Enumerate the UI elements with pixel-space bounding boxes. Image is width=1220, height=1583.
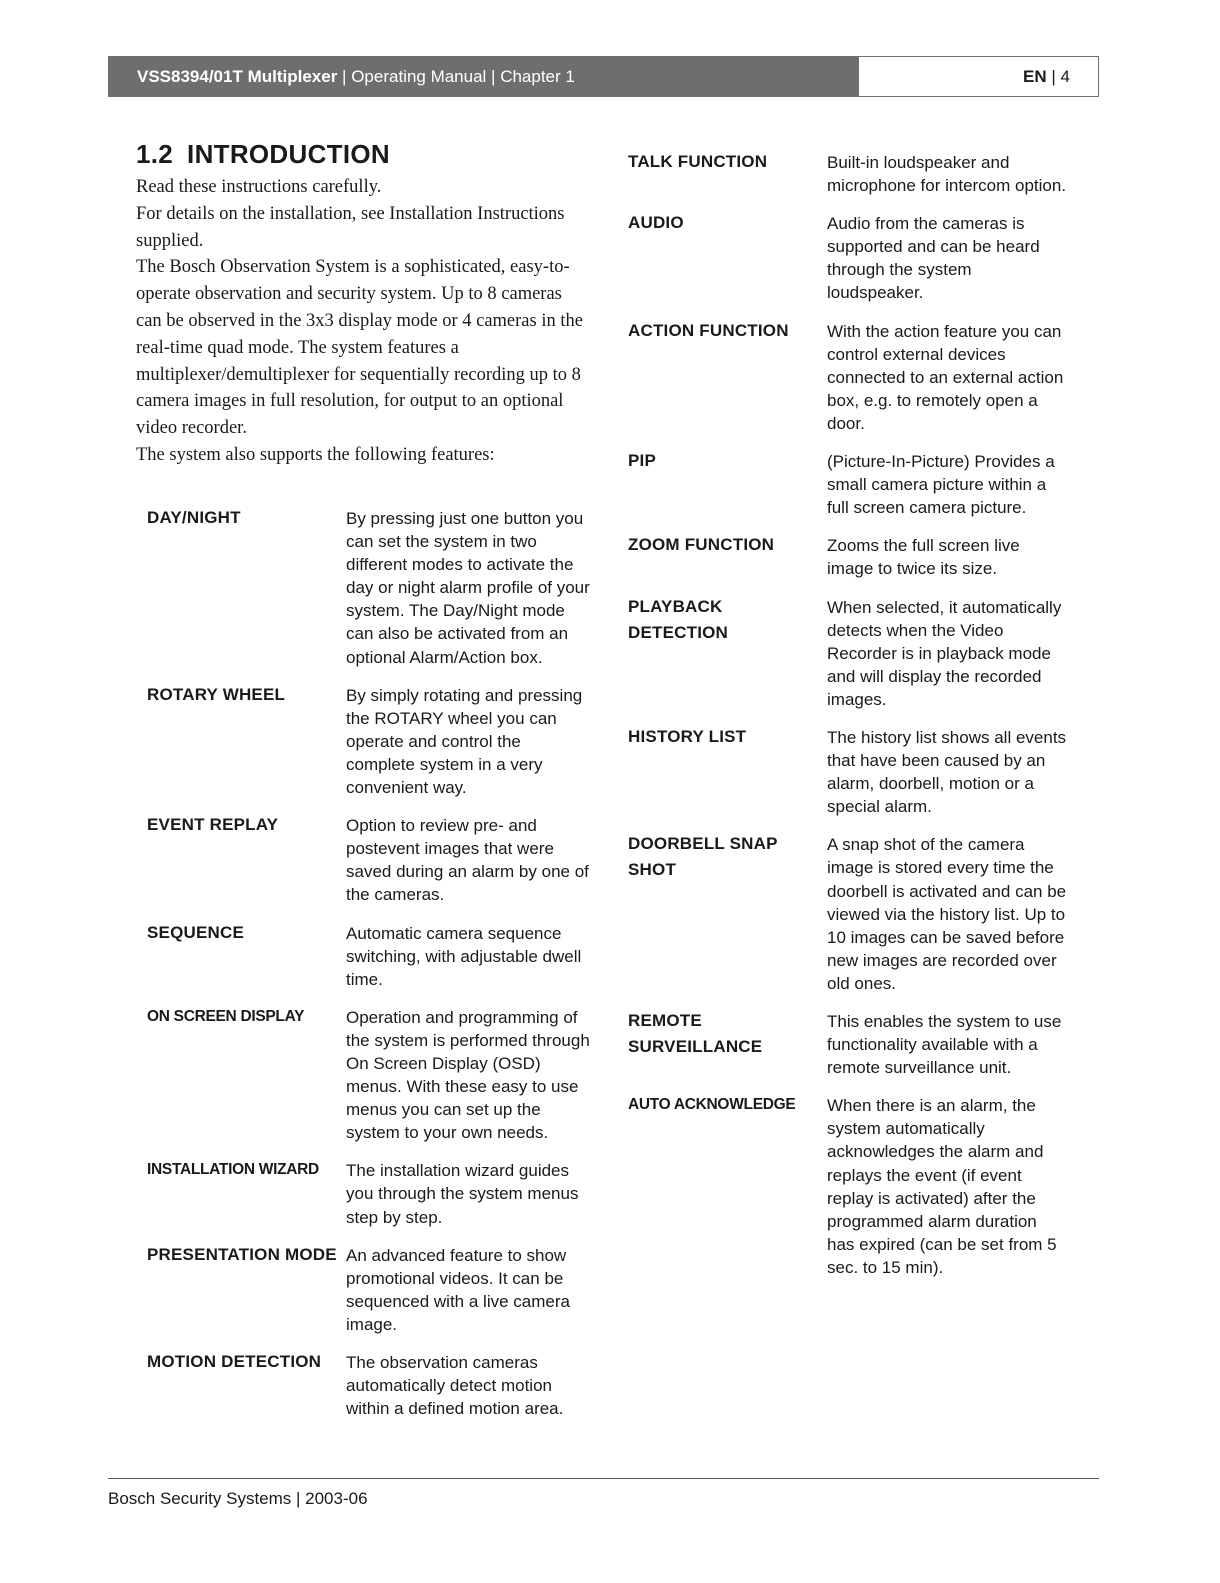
feature-description: (Picture-In-Picture) Provides a small camera picture within a full screen camera picture.: [827, 452, 1055, 518]
manual-subtitle: | Operating Manual | Chapter 1: [337, 67, 575, 86]
language-code: EN: [1023, 67, 1047, 86]
feature-pip: [628, 448, 1068, 519]
feature-description: A snap shot of the camera image is stored every time the doorbell is activated and can be viewed via the history list. Up to 10 images can be saved before new images are recorded over old ones.: [827, 835, 1067, 993]
feature-description: When there is an alarm, the system automatically acknowledges the alarm and replays the event (if event replay is activated) after the programmed alarm duration has expired (can be set from 5 sec. to 15 min).: [827, 1096, 1057, 1277]
feature-term: MOTION DETECTION: [147, 1352, 322, 1371]
feature-playback-detection: [628, 594, 1068, 711]
feature-motion-detection: [147, 1349, 592, 1420]
feature-day-night: [147, 505, 592, 669]
feature-term: SEQUENCE: [147, 922, 245, 942]
feature-rotary-wheel: [147, 682, 592, 799]
feature-term: PIP: [628, 451, 657, 471]
feature-description: By simply rotating and pressing the ROTARY wheel you can operate and control the complete system in a very convenient way.: [346, 685, 583, 798]
feature-description: Built-in loudspeaker and microphone for intercom option.: [827, 153, 1067, 196]
feature-description: By pressing just one button you can set the system in two different modes to activate the day or night alarm profile of your system. The Day/Night mode can also be activated from an optional Alarm/Action box.: [346, 509, 590, 667]
feature-description: The installation wizard guides you through the system menus step by step.: [346, 1161, 579, 1227]
page-number: | 4: [1046, 67, 1070, 86]
feature-description: This enables the system to use functionality available with a remote surveillance unit.: [827, 1012, 1062, 1078]
feature-description: Operation and programming of the system is performed through On Screen Display (OSD) menus. With these easy to use menus you can set up the system to your own needs.: [346, 1007, 590, 1143]
intro-paragraph: Read these instructions carefully.: [136, 177, 382, 197]
feature-term: PLAYBACK DETECTION: [628, 596, 729, 642]
feature-description: Zooms the full screen live image to twice its size.: [827, 536, 1020, 579]
feature-term: DOORBELL SNAP SHOT: [628, 834, 778, 880]
introduction-section: [136, 138, 588, 469]
footer-divider: [108, 1478, 1099, 1479]
feature-history-list: [628, 724, 1068, 818]
feature-doorbell-snap-shot: [628, 831, 1068, 995]
page-indicator: [1023, 57, 1070, 96]
section-title: INTRODUCTION: [187, 139, 390, 169]
intro-paragraph: The system also supports the following features:: [136, 444, 495, 465]
feature-presentation-mode: [147, 1242, 592, 1336]
intro-paragraph: The Bosch Observation System is a sophisticated, easy-to-operate observation and security system. Up to 8 cameras can be observed in the 3x3 display mode or 4 cameras in the real-time quad mode. The system features a multiplexer/demultiplexer for sequentially recording up to 8 camera images in full resolution, for output to an optional video recorder.: [136, 257, 583, 439]
feature-description: Audio from the cameras is supported and can be heard through the system loudspeaker.: [827, 214, 1040, 303]
feature-description: The history list shows all events that have been caused by an alarm, doorbell, motion or a special alarm.: [827, 727, 1067, 817]
feature-term: AUTO ACKNOWLEDGE: [628, 1096, 796, 1114]
feature-description: Option to review pre- and postevent images that were saved during an alarm by one of the cameras.: [346, 816, 589, 905]
feature-term: HISTORY LIST: [628, 726, 747, 746]
feature-description: Automatic camera sequence switching, with adjustable dwell time.: [346, 923, 582, 989]
feature-description: The observation cameras automatically detect motion within a defined motion area.: [346, 1353, 564, 1419]
feature-term: TALK FUNCTION: [628, 152, 768, 171]
feature-term: DAY/NIGHT: [147, 508, 241, 527]
feature-sequence: [147, 920, 592, 991]
feature-description: An advanced feature to show promotional videos. It can be sequenced with a live camera image.: [346, 1245, 570, 1334]
footer-text: Bosch Security Systems | 2003-06: [108, 1489, 368, 1508]
feature-auto-acknowledge: [628, 1092, 1068, 1279]
intro-paragraph: For details on the installation, see Installation Instructions supplied.: [136, 203, 565, 251]
feature-description: When selected, it automatically detects when the Video Recorder is in playback mode and will display the recorded images.: [827, 597, 1062, 709]
feature-term: INSTALLATION WIZARD: [147, 1161, 319, 1179]
feature-term: PRESENTATION MODE: [147, 1244, 337, 1264]
feature-term: ROTARY WHEEL: [147, 684, 286, 704]
feature-term: ACTION FUNCTION: [628, 320, 789, 340]
feature-audio: [628, 210, 1068, 304]
page-header: [108, 56, 1099, 97]
feature-installation-wizard: [147, 1157, 592, 1228]
feature-event-replay: [147, 812, 592, 906]
feature-action-function: [628, 318, 1068, 435]
feature-talk-function: [628, 149, 1068, 197]
feature-term: ON SCREEN DISPLAY: [147, 1007, 305, 1025]
feature-zoom-function: [628, 532, 1068, 580]
feature-term: AUDIO: [628, 213, 684, 233]
section-heading: [136, 138, 588, 170]
section-number: 1.2: [136, 139, 174, 169]
feature-remote-surveillance: [628, 1008, 1068, 1079]
feature-on-screen-display: [147, 1004, 592, 1145]
header-title-bar: [109, 57, 859, 96]
feature-term: EVENT REPLAY: [147, 815, 279, 835]
feature-description: With the action feature you can control external devices connected to an external action box, e.g. to remotely open a door.: [827, 321, 1064, 433]
feature-list-left: [147, 505, 592, 1433]
product-name: VSS8394/01T Multiplexer: [137, 67, 338, 86]
feature-term: REMOTE SURVEILLANCE: [628, 1011, 763, 1056]
feature-term: ZOOM FUNCTION: [628, 535, 775, 555]
feature-list-right: [628, 149, 1068, 1292]
